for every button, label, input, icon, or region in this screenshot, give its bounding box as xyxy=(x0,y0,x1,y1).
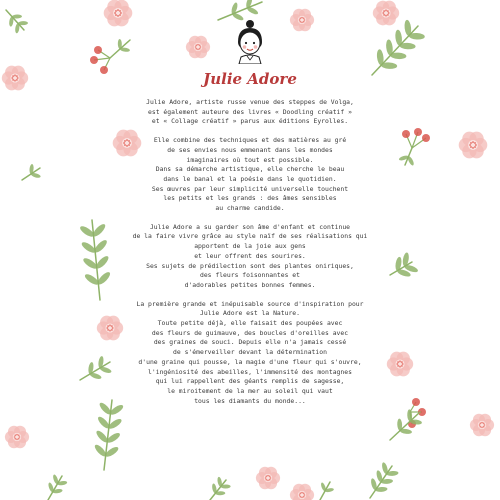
text-line: d'adorables petites bonnes femmes. xyxy=(184,280,316,289)
text-line: de s'émerveiller devant la détermination xyxy=(173,348,327,357)
text-line: La première grande et inépuisable source d'inspiration pour xyxy=(136,299,364,308)
leaf-sprig-icon xyxy=(22,164,41,180)
text-line: l'ingéniosité des abeilles, l'immensité des montagnes xyxy=(148,367,352,376)
girl-portrait-icon xyxy=(227,18,273,64)
paragraph xyxy=(110,136,390,214)
text-line: Julie Adore a su garder son âme d'enfant et continue xyxy=(149,222,351,231)
paragraph xyxy=(110,300,390,407)
text-line: de la faire vivre grâce au style naïf de ses réalisations qui xyxy=(132,232,368,241)
paragraph xyxy=(110,223,390,291)
leaf-sprig-icon xyxy=(390,252,419,278)
flower-icon xyxy=(256,467,280,490)
text-line: et « Collage créatif » parus aux éditions Eyrolles. xyxy=(151,117,349,126)
text-line: imaginaires où tout est possible. xyxy=(186,155,314,164)
leaf-sprig-icon xyxy=(370,462,399,498)
text-line: qui lui rappellent des géants remplis de sagesse, xyxy=(155,377,345,386)
leaf-sprig-icon xyxy=(80,356,112,380)
text-line: et leur offrent des sourires. xyxy=(194,251,306,260)
text-line: dans le banal et la poésie dans le quotidien. xyxy=(163,174,337,183)
flower-icon xyxy=(459,132,488,159)
text-line: Ses sujets de prédilection sont des plantes oniriques, xyxy=(146,261,354,270)
text-line: Dans sa démarche artistique, elle cherche le beau xyxy=(155,165,345,174)
leaf-sprig-icon xyxy=(398,148,415,166)
text-line: des fleurs foisonnantes et xyxy=(199,271,301,280)
leaf-sprig-icon xyxy=(79,220,112,300)
page-title: Julie Adore xyxy=(203,70,297,88)
leaf-sprig-icon xyxy=(6,10,28,34)
text-line: au charme candide. xyxy=(215,204,285,213)
leaf-sprig-icon xyxy=(390,409,422,440)
text-line: apportent de la joie aux gens xyxy=(194,242,306,251)
text-line: tous les diamants du monde... xyxy=(194,396,306,405)
text-line: Julie Adore est la Nature. xyxy=(199,309,301,318)
text-line: Ses œuvres par leur simplicité universelle touchent xyxy=(151,184,349,193)
text-line: Elle combine des techniques et des matières au gré xyxy=(153,136,347,145)
text-line: des graines de souci. Depuis elle n'a jamais cessé xyxy=(153,338,347,347)
flower-icon xyxy=(186,36,210,59)
text-line: Julie Adore, artiste russe venue des steppes de Volga, xyxy=(146,98,354,106)
flower-icon xyxy=(290,484,314,500)
text-line: les petits et les grands : des âmes sensibles xyxy=(163,194,337,203)
flower-icon xyxy=(104,0,133,26)
flower-icon xyxy=(387,352,413,377)
leaf-sprig-icon xyxy=(210,476,231,500)
flower-icon xyxy=(5,426,29,449)
text-line: le miroitement de la mer au soleil qui vaut xyxy=(167,386,333,395)
leaf-sprig-icon xyxy=(372,20,425,75)
text-line: est également auteure des livres « Doodling créatif » xyxy=(148,107,352,116)
leaf-sprig-icon xyxy=(47,474,67,500)
biography-text xyxy=(110,98,390,415)
berry-sprig-icon xyxy=(402,128,430,148)
text-line: des fleurs de guimauve, des boucles d'oreilles avec xyxy=(151,328,349,337)
text-line: Toute petite déjà, elle faisait des poupées avec xyxy=(157,319,343,328)
leaf-sprig-icon xyxy=(110,39,130,58)
text-line: de ses envies nous emmenant dans les mondes xyxy=(167,145,333,154)
flower-icon xyxy=(470,414,494,437)
flower-icon xyxy=(373,1,399,26)
text-line: d'une graine qui pousse, la magie d'une fleur qui s'ouvre, xyxy=(138,357,362,366)
leaf-sprig-icon xyxy=(320,482,334,500)
paragraph xyxy=(110,98,390,127)
flower-icon xyxy=(290,9,314,32)
